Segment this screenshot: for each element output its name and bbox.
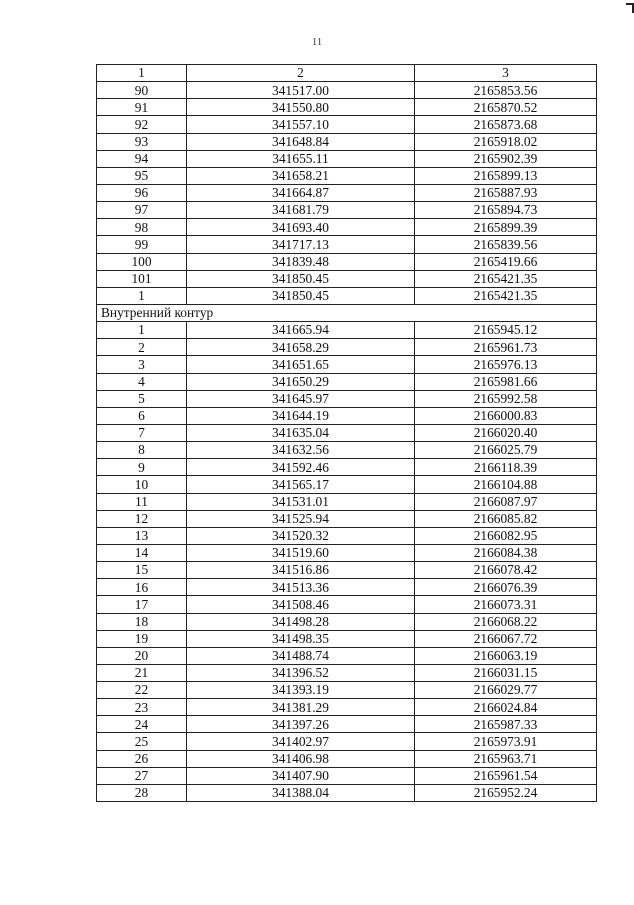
x-coordinate-cell: 341681.79 <box>187 202 415 219</box>
point-number-cell: 11 <box>97 493 187 510</box>
y-coordinate-cell: 2166084.38 <box>415 544 597 561</box>
point-number-cell: 16 <box>97 579 187 596</box>
point-number-cell: 13 <box>97 527 187 544</box>
x-coordinate-cell: 341498.35 <box>187 630 415 647</box>
table-row <box>97 167 597 184</box>
column-header-x: 2 <box>187 65 415 82</box>
point-number-cell: 24 <box>97 716 187 733</box>
y-coordinate-cell: 2165887.93 <box>415 184 597 201</box>
point-number-cell: 23 <box>97 699 187 716</box>
x-coordinate-cell: 341644.19 <box>187 407 415 424</box>
point-number-cell: 6 <box>97 407 187 424</box>
point-number-cell: 8 <box>97 442 187 459</box>
column-header-y: 3 <box>415 65 597 82</box>
point-number-cell: 19 <box>97 630 187 647</box>
table-row <box>97 664 597 681</box>
point-number-cell: 26 <box>97 750 187 767</box>
y-coordinate-cell: 2165873.68 <box>415 116 597 133</box>
y-coordinate-cell: 2165902.39 <box>415 150 597 167</box>
y-coordinate-cell: 2165839.56 <box>415 236 597 253</box>
table-header-row <box>97 65 597 82</box>
section-label-inner-contour: Внутренний контур <box>97 304 597 321</box>
x-coordinate-cell: 341850.45 <box>187 270 415 287</box>
y-coordinate-cell: 2166029.77 <box>415 682 597 699</box>
point-number-cell: 99 <box>97 236 187 253</box>
x-coordinate-cell: 341717.13 <box>187 236 415 253</box>
point-number-cell: 5 <box>97 390 187 407</box>
y-coordinate-cell: 2165945.12 <box>415 322 597 339</box>
table-row <box>97 116 597 133</box>
table-row <box>97 407 597 424</box>
x-coordinate-cell: 341513.36 <box>187 579 415 596</box>
table-row <box>97 99 597 116</box>
x-coordinate-cell: 341517.00 <box>187 82 415 99</box>
table-row <box>97 82 597 99</box>
x-coordinate-cell: 341406.98 <box>187 750 415 767</box>
x-coordinate-cell: 341407.90 <box>187 767 415 784</box>
point-number-cell: 90 <box>97 82 187 99</box>
y-coordinate-cell: 2166020.40 <box>415 424 597 441</box>
x-coordinate-cell: 341488.74 <box>187 647 415 664</box>
x-coordinate-cell: 341519.60 <box>187 544 415 561</box>
x-coordinate-cell: 341658.21 <box>187 167 415 184</box>
table-row <box>97 202 597 219</box>
x-coordinate-cell: 341565.17 <box>187 476 415 493</box>
point-number-cell: 100 <box>97 253 187 270</box>
point-number-cell: 27 <box>97 767 187 784</box>
table-row <box>97 630 597 647</box>
table-row <box>97 356 597 373</box>
y-coordinate-cell: 2165918.02 <box>415 133 597 150</box>
point-number-cell: 9 <box>97 459 187 476</box>
y-coordinate-cell: 2165992.58 <box>415 390 597 407</box>
y-coordinate-cell: 2165961.73 <box>415 339 597 356</box>
x-coordinate-cell: 341508.46 <box>187 596 415 613</box>
point-number-cell: 20 <box>97 647 187 664</box>
point-number-cell: 21 <box>97 664 187 681</box>
y-coordinate-cell: 2166063.19 <box>415 647 597 664</box>
y-coordinate-cell: 2166078.42 <box>415 562 597 579</box>
table-row <box>97 647 597 664</box>
y-coordinate-cell: 2165961.54 <box>415 767 597 784</box>
table-row <box>97 613 597 630</box>
x-coordinate-cell: 341397.26 <box>187 716 415 733</box>
x-coordinate-cell: 341498.28 <box>187 613 415 630</box>
table-row <box>97 253 597 270</box>
y-coordinate-cell: 2165421.35 <box>415 270 597 287</box>
coordinates-table <box>96 64 597 802</box>
point-number-cell: 97 <box>97 202 187 219</box>
y-coordinate-cell: 2166000.83 <box>415 407 597 424</box>
table-row <box>97 767 597 784</box>
point-number-cell: 94 <box>97 150 187 167</box>
table-row <box>97 750 597 767</box>
table-row <box>97 270 597 287</box>
y-coordinate-cell: 2165981.66 <box>415 373 597 390</box>
x-coordinate-cell: 341839.48 <box>187 253 415 270</box>
point-number-cell: 92 <box>97 116 187 133</box>
table-row <box>97 733 597 750</box>
point-number-cell: 1 <box>97 322 187 339</box>
y-coordinate-cell: 2166076.39 <box>415 579 597 596</box>
point-number-cell: 96 <box>97 184 187 201</box>
x-coordinate-cell: 341655.11 <box>187 150 415 167</box>
section-row-group <box>97 304 597 321</box>
y-coordinate-cell: 2166031.15 <box>415 664 597 681</box>
table-row <box>97 424 597 441</box>
table-row <box>97 133 597 150</box>
point-number-cell: 7 <box>97 424 187 441</box>
x-coordinate-cell: 341396.52 <box>187 664 415 681</box>
table-row <box>97 287 597 304</box>
x-coordinate-cell: 341658.29 <box>187 339 415 356</box>
y-coordinate-cell: 2165976.13 <box>415 356 597 373</box>
point-number-cell: 28 <box>97 784 187 801</box>
column-header-number: 1 <box>97 65 187 82</box>
point-number-cell: 1 <box>97 287 187 304</box>
y-coordinate-cell: 2165899.39 <box>415 219 597 236</box>
x-coordinate-cell: 341850.45 <box>187 287 415 304</box>
table-row <box>97 442 597 459</box>
y-coordinate-cell: 2165987.33 <box>415 716 597 733</box>
x-coordinate-cell: 341693.40 <box>187 219 415 236</box>
x-coordinate-cell: 341648.84 <box>187 133 415 150</box>
point-number-cell: 98 <box>97 219 187 236</box>
y-coordinate-cell: 2166024.84 <box>415 699 597 716</box>
y-coordinate-cell: 2166073.31 <box>415 596 597 613</box>
table-row <box>97 150 597 167</box>
x-coordinate-cell: 341381.29 <box>187 699 415 716</box>
table-row <box>97 784 597 801</box>
section-row <box>97 304 597 321</box>
point-number-cell: 22 <box>97 682 187 699</box>
x-coordinate-cell: 341525.94 <box>187 510 415 527</box>
y-coordinate-cell: 2166068.22 <box>415 613 597 630</box>
point-number-cell: 91 <box>97 99 187 116</box>
x-coordinate-cell: 341550.80 <box>187 99 415 116</box>
x-coordinate-cell: 341557.10 <box>187 116 415 133</box>
outer-contour-rows <box>97 82 597 305</box>
table-row <box>97 459 597 476</box>
table-row <box>97 579 597 596</box>
y-coordinate-cell: 2165973.91 <box>415 733 597 750</box>
page-number: 11 <box>311 36 323 48</box>
y-coordinate-cell: 2166085.82 <box>415 510 597 527</box>
point-number-cell: 10 <box>97 476 187 493</box>
y-coordinate-cell: 2165952.24 <box>415 784 597 801</box>
x-coordinate-cell: 341665.94 <box>187 322 415 339</box>
y-coordinate-cell: 2165963.71 <box>415 750 597 767</box>
x-coordinate-cell: 341516.86 <box>187 562 415 579</box>
x-coordinate-cell: 341650.29 <box>187 373 415 390</box>
y-coordinate-cell: 2166082.95 <box>415 527 597 544</box>
y-coordinate-cell: 2166067.72 <box>415 630 597 647</box>
table-row <box>97 390 597 407</box>
table-row <box>97 562 597 579</box>
y-coordinate-cell: 2166025.79 <box>415 442 597 459</box>
point-number-cell: 2 <box>97 339 187 356</box>
y-coordinate-cell: 2166118.39 <box>415 459 597 476</box>
table-row <box>97 322 597 339</box>
y-coordinate-cell: 2166087.97 <box>415 493 597 510</box>
table-row <box>97 373 597 390</box>
x-coordinate-cell: 341531.01 <box>187 493 415 510</box>
point-number-cell: 4 <box>97 373 187 390</box>
table-row <box>97 699 597 716</box>
table-row <box>97 682 597 699</box>
x-coordinate-cell: 341632.56 <box>187 442 415 459</box>
table-row <box>97 236 597 253</box>
point-number-cell: 18 <box>97 613 187 630</box>
point-number-cell: 12 <box>97 510 187 527</box>
table-row <box>97 716 597 733</box>
point-number-cell: 95 <box>97 167 187 184</box>
point-number-cell: 17 <box>97 596 187 613</box>
table-row <box>97 476 597 493</box>
table-row <box>97 339 597 356</box>
point-number-cell: 14 <box>97 544 187 561</box>
inner-contour-rows <box>97 322 597 802</box>
x-coordinate-cell: 341651.65 <box>187 356 415 373</box>
x-coordinate-cell: 341592.46 <box>187 459 415 476</box>
x-coordinate-cell: 341388.04 <box>187 784 415 801</box>
point-number-cell: 93 <box>97 133 187 150</box>
x-coordinate-cell: 341402.97 <box>187 733 415 750</box>
point-number-cell: 3 <box>97 356 187 373</box>
x-coordinate-cell: 341664.87 <box>187 184 415 201</box>
y-coordinate-cell: 2165853.56 <box>415 82 597 99</box>
point-number-cell: 101 <box>97 270 187 287</box>
table-row <box>97 596 597 613</box>
y-coordinate-cell: 2165894.73 <box>415 202 597 219</box>
table-row <box>97 544 597 561</box>
point-number-cell: 25 <box>97 733 187 750</box>
y-coordinate-cell: 2165421.35 <box>415 287 597 304</box>
table-row <box>97 493 597 510</box>
y-coordinate-cell: 2166104.88 <box>415 476 597 493</box>
point-number-cell: 15 <box>97 562 187 579</box>
table-row <box>97 510 597 527</box>
x-coordinate-cell: 341635.04 <box>187 424 415 441</box>
table-row <box>97 184 597 201</box>
x-coordinate-cell: 341520.32 <box>187 527 415 544</box>
table-row <box>97 527 597 544</box>
page-corner-mark <box>626 0 634 12</box>
x-coordinate-cell: 341393.19 <box>187 682 415 699</box>
y-coordinate-cell: 2165419.66 <box>415 253 597 270</box>
x-coordinate-cell: 341645.97 <box>187 390 415 407</box>
y-coordinate-cell: 2165899.13 <box>415 167 597 184</box>
table-row <box>97 219 597 236</box>
y-coordinate-cell: 2165870.52 <box>415 99 597 116</box>
